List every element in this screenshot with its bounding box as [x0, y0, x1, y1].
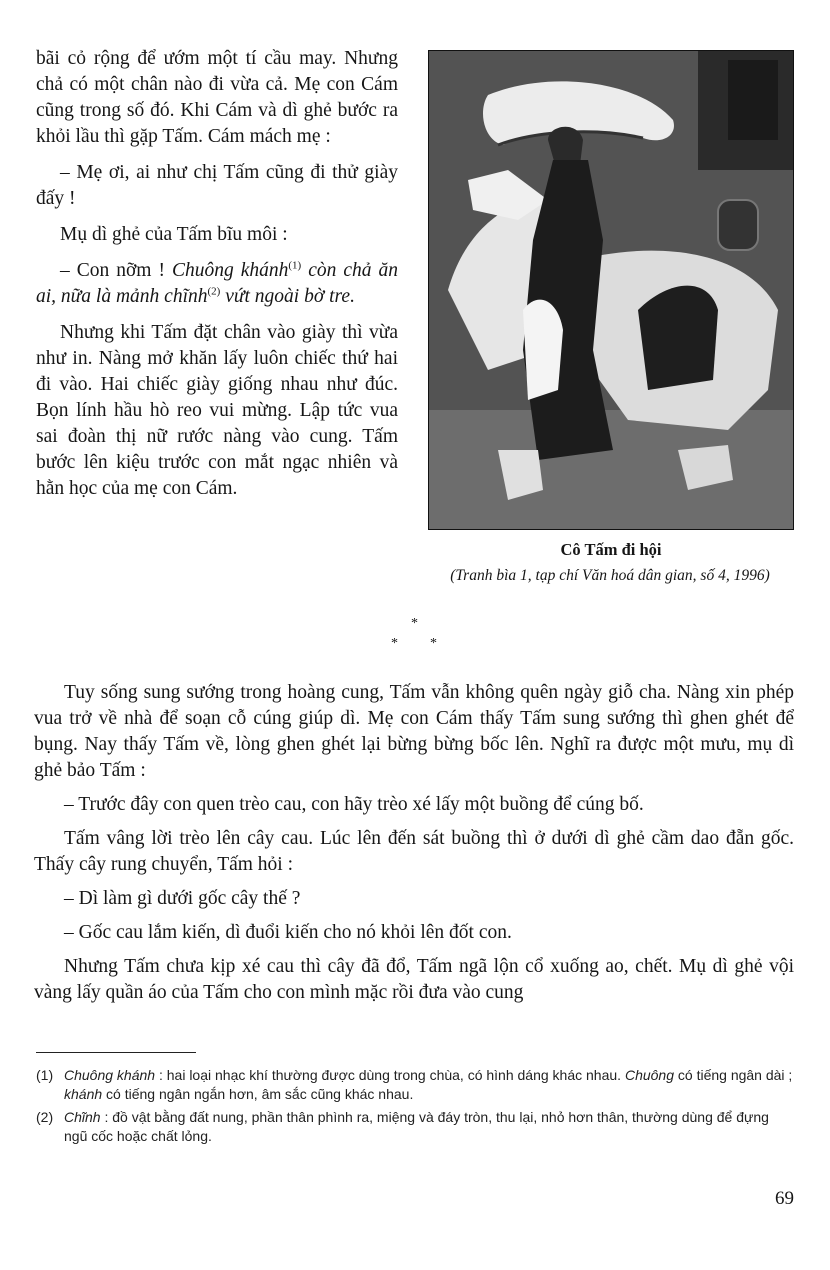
- footnote: [36, 1066, 794, 1104]
- proverb-text: vứt ngoài bờ tre.: [220, 286, 355, 307]
- footnote-term: khánh: [64, 1086, 103, 1102]
- paragraph: Nhưng Tấm chưa kịp xé cau thì cây đã đổ, Tấm ngã lộn cổ xuống ao, chết. Mụ dì ghẻ vội vàng lấy quần áo của Tấm cho con mình mặc rồi đưa vào cung: [34, 956, 794, 1003]
- separator-star: *: [430, 636, 437, 651]
- separator-star: *: [411, 616, 418, 631]
- footnote-number: (2): [36, 1109, 54, 1125]
- footnote-term: Chuông: [624, 1067, 674, 1083]
- dialogue-line: – Gốc cau lắm kiến, dì đuổi kiến cho nó khỏi lên đốt con.: [64, 922, 512, 943]
- page-number: 69: [775, 1188, 794, 1209]
- dialogue-line: – Dì làm gì dưới gốc cây thế ?: [64, 888, 301, 909]
- footnote-text: [64, 1066, 794, 1104]
- section-separator: [380, 612, 450, 662]
- footnote: [36, 1108, 794, 1146]
- footnote-text: [64, 1108, 794, 1146]
- footnote-definition: có tiếng ngân ngắn hơn, âm sắc cũng khác nhau.: [102, 1086, 414, 1102]
- paragraph: Mụ dì ghẻ của Tấm bĩu môi :: [60, 224, 288, 245]
- footnote-divider: [36, 1052, 196, 1053]
- paragraph: Tuy sống sung sướng trong hoàng cung, Tấm vẫn không quên ngày giỗ cha. Nàng xin phép vua trở về nhà để soạn cỗ cúng giúp dì. Mẹ con Cám thấy Tấm sung sướng thì ghen ghét để bụng. Nay thấy Tấm về, lòng ghen ghét lại bừng bừng bốc lên. Nghĩ ra được một mưu, mụ dì ghẻ bảo Tấm :: [34, 682, 794, 781]
- illustration-picture: [428, 50, 794, 530]
- figure-caption-source: (Tranh bìa 1, tạp chí Văn hoá dân gian, số 4, 1996): [450, 567, 770, 584]
- footnote-definition: : hai loại nhạc khí thường được dùng trong chùa, có hình dáng khác nhau.: [155, 1067, 625, 1083]
- footnote-ref: (2): [207, 285, 221, 298]
- main-text: [34, 680, 794, 1014]
- dialogue-line: – Trước đây con quen trèo cau, con hãy trèo xé lấy một buồng để cúng bố.: [64, 794, 644, 815]
- separator-star: *: [391, 636, 398, 651]
- footnote-term: Chĩnh: [64, 1109, 101, 1125]
- footnote-definition: có tiếng ngân dài ;: [674, 1067, 793, 1083]
- footnote-definition: : đồ vật bằng đất nung, phần thân phình ra, miệng và đáy tròn, thu lại, nhỏ hơn thân, thường dùng để đựng ngũ cốc hoặc chất lỏng.: [64, 1109, 769, 1144]
- footnote-number: (1): [36, 1067, 54, 1083]
- paragraph: Tấm vâng lời trèo lên cây cau. Lúc lên đến sát buồng thì ở dưới dì ghẻ cầm dao đẵn gốc. Thấy cây rung chuyển, Tấm hỏi :: [34, 828, 794, 875]
- footnote-ref: (1): [288, 259, 302, 272]
- figure-caption-title: Cô Tấm đi hội: [560, 540, 662, 559]
- proverb-text: Chuông khánh: [171, 260, 289, 281]
- footnotes: [36, 1066, 794, 1150]
- dialogue-line: [36, 258, 398, 310]
- illustration: [428, 50, 794, 530]
- dialogue-lead: – Con nỡm !: [60, 260, 172, 281]
- left-column-text: [36, 46, 398, 512]
- proverb-text: còn chả ăn ai, nữa là mảnh chĩnh: [36, 260, 398, 307]
- dialogue-line: – Mẹ ơi, ai như chị Tấm cũng đi thử giày đấy !: [36, 162, 398, 209]
- paragraph: Nhưng khi Tấm đặt chân vào giày thì vừa như in. Nàng mở khăn lấy luôn chiếc thứ hai đi vào. Hai chiếc giày giống nhau như đúc. Bọn lính hầu hò reo vui mừng. Lập tức vua sai đoàn thị nữ rước nàng vào cung. Tấm bước lên kiệu trước con mắt ngạc nhiên và hằn học của mẹ con Cám.: [36, 322, 398, 499]
- footnote-term: Chuông khánh: [64, 1067, 156, 1083]
- paragraph: bãi cỏ rộng để ướm một tí cầu may. Nhưng chả có một chân nào đi vừa cả. Mẹ con Cám cũng trong số đó. Khi Cám và dì ghẻ bước ra khỏi lầu thì gặp Tấm. Cám mách mẹ :: [36, 48, 398, 147]
